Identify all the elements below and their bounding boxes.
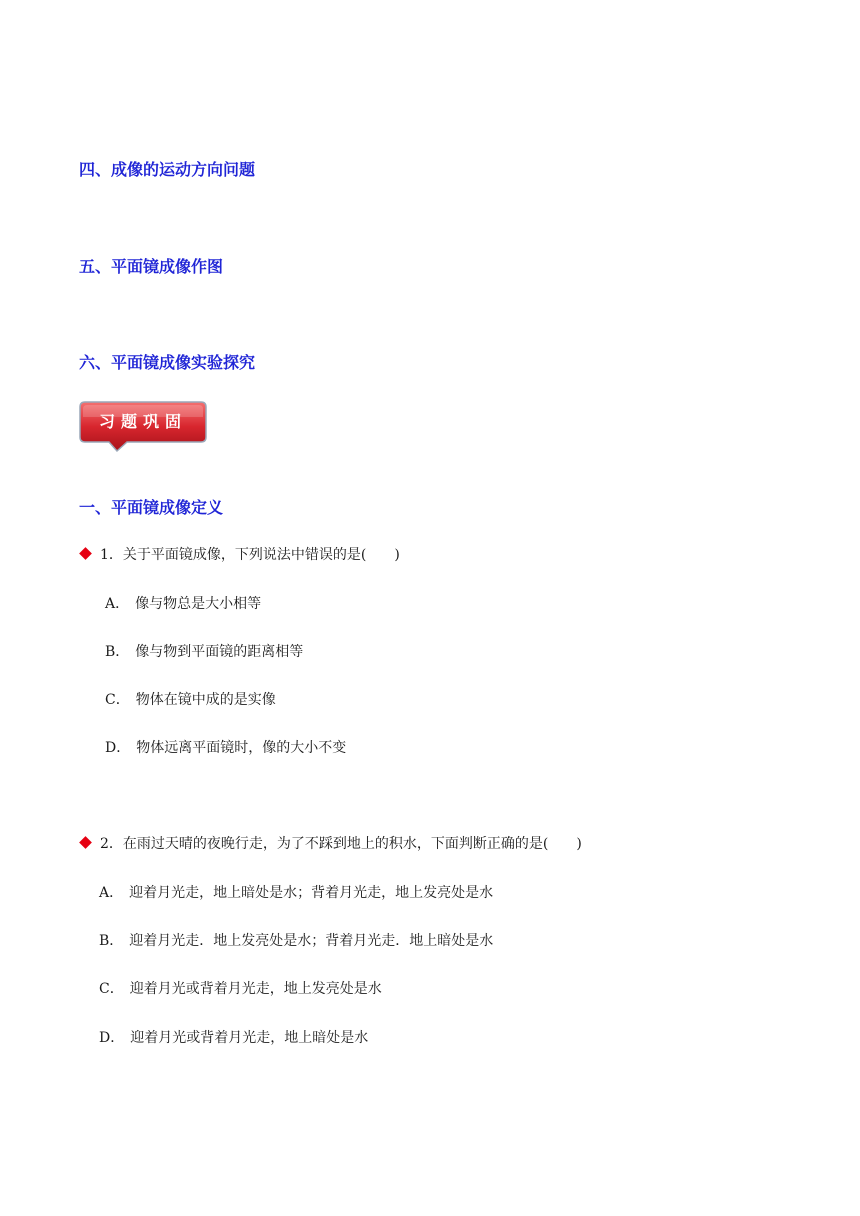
option-letter: C． bbox=[99, 981, 124, 997]
question-2-option-d bbox=[99, 1029, 368, 1047]
practice-banner bbox=[79, 401, 207, 453]
question-stem: 2．在雨过天晴的夜晚行走，为了不踩到地上的积水，下面判断正确的是( ) bbox=[100, 836, 582, 852]
question-1-option-c bbox=[105, 691, 276, 709]
question-stem: 1．关于平面镜成像，下列说法中错误的是( ) bbox=[100, 547, 400, 563]
option-letter: A． bbox=[99, 885, 124, 901]
question-1-option-b bbox=[105, 643, 303, 661]
question-1 bbox=[79, 546, 400, 564]
option-text: 像与物到平面镜的距离相等 bbox=[135, 644, 304, 660]
diamond-bullet-icon bbox=[79, 547, 92, 560]
diamond-bullet-icon bbox=[79, 836, 92, 849]
question-2-option-c bbox=[99, 980, 382, 998]
option-text: 迎着月光走，地上暗处是水；背着月光走，地上发亮处是水 bbox=[129, 885, 494, 901]
question-1-option-a bbox=[105, 595, 261, 613]
option-letter: B． bbox=[105, 644, 130, 660]
option-text: 迎着月光或背着月光走，地上发亮处是水 bbox=[129, 981, 382, 997]
question-2-option-a bbox=[99, 884, 493, 902]
option-letter: A． bbox=[105, 596, 130, 612]
question-1-option-d bbox=[105, 739, 346, 757]
question-2-option-b bbox=[99, 932, 493, 950]
section-heading-6: 六、平面镜成像实验探究 bbox=[79, 353, 256, 372]
option-text: 迎着月光或背着月光走，地上暗处是水 bbox=[130, 1030, 369, 1046]
option-text: 物体在镜中成的是实像 bbox=[135, 692, 276, 708]
option-letter: C． bbox=[105, 692, 130, 708]
option-letter: B． bbox=[99, 933, 124, 949]
option-text: 迎着月光走．地上发亮处是水；背着月光走．地上暗处是水 bbox=[129, 933, 494, 949]
section-heading-5: 五、平面镜成像作图 bbox=[79, 257, 224, 276]
option-letter: D． bbox=[105, 740, 131, 756]
banner-label: 习题巩固 bbox=[98, 412, 187, 431]
question-2 bbox=[79, 835, 582, 853]
section-heading-1: 一、平面镜成像定义 bbox=[79, 498, 224, 517]
section-heading-4: 四、成像的运动方向问题 bbox=[79, 160, 256, 179]
option-text: 像与物总是大小相等 bbox=[135, 596, 262, 612]
option-letter: D． bbox=[99, 1030, 125, 1046]
option-text: 物体远离平面镜时，像的大小不变 bbox=[136, 740, 347, 756]
